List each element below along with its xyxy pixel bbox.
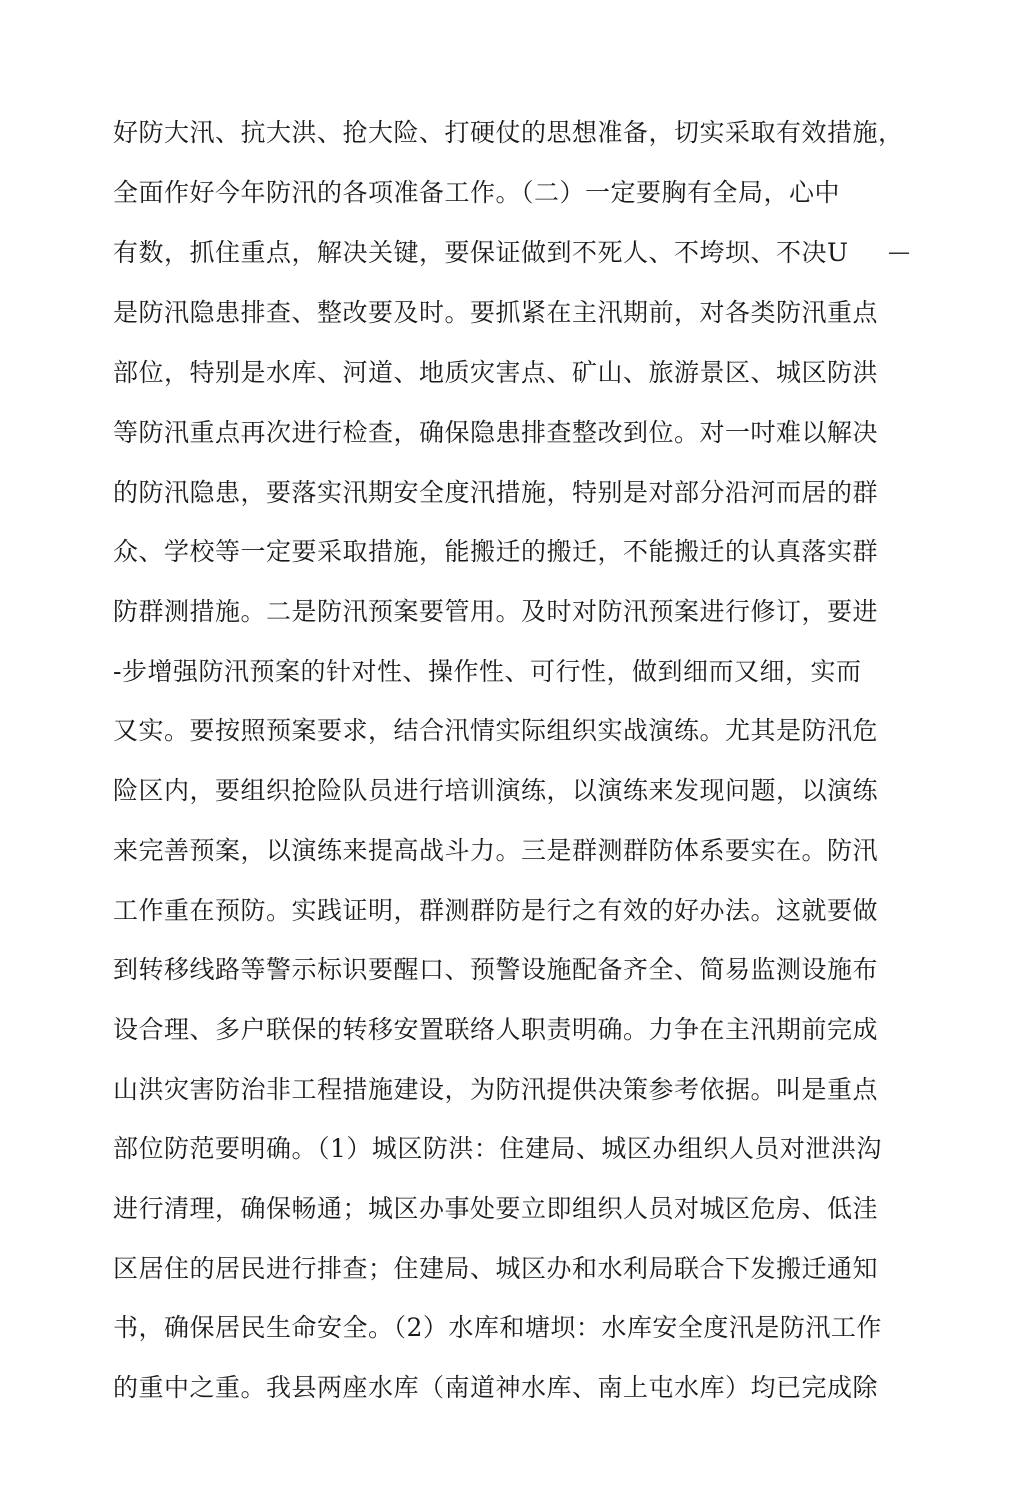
text-line: 到转移线路等警示标识要醒口、预警设施配备齐全、简易监测设施布 (113, 955, 879, 984)
text-line: 的重中之重。我县两座水库（南道神水库、南上屯水库）均已完成除 (113, 1373, 879, 1402)
text-line: 险区内，要组织抢险队员进行培训演练，以演练来发现问题，以演练 (113, 776, 879, 805)
text-line: 书，确保居民生命安全。（2）水库和塘坝：水库安全度汛是防汛工作 (113, 1313, 882, 1342)
text-line: 工作重在预防。实践证明，群测群防是行之有效的好办法。这就要做 (113, 896, 879, 925)
text-line: 防群测措施。二是防汛预案要管用。及时对防汛预案进行修订，要进 (113, 597, 879, 626)
text-line: 设合理、多户联保的转移安置联络人职责明确。力争在主汛期前完成 (113, 1015, 879, 1044)
text-line: 有数，抓住重点，解决关键，要保证做到不死人、不垮坝、不决U (113, 238, 849, 267)
text-line: 是防汛隐患排查、整改要及时。要抓紧在主汛期前，对各类防汛重点 (113, 298, 879, 327)
text-line: 全面作好今年防汛的各项准备工作。（二）一定要胸有全局，心中 (113, 178, 841, 207)
text-line: 山洪灾害防治非工程措施建设，为防汛提供决策参考依据。叫是重点 (113, 1075, 879, 1104)
text-line: 来完善预案，以演练来提高战斗力。三是群测群防体系要实在。防汛 (113, 836, 879, 865)
margin-mark: — (888, 240, 910, 265)
text-line: 众、学校等一定要采取措施，能搬迁的搬迁，不能搬迁的认真落实群 (113, 537, 879, 566)
text-line: 进行清理，确保畅通；城区办事处要立即组织人员对城区危房、低洼 (113, 1194, 879, 1223)
text-line: 部位防范要明确。（1）城区防洪：住建局、城区办组织人员对泄洪沟 (113, 1134, 882, 1163)
text-line: 等防汛重点再次进行检查，确保隐患排查整改到位。对一吋难以解决 (113, 418, 879, 447)
text-line: 部位，特别是水库、河道、地质灾害点、矿山、旅游景区、城区防洪 (113, 358, 879, 387)
text-line: 好防大汛、抗大洪、抢大险、打硬仗的思想准备，切实采取有效措施， (113, 118, 904, 147)
text-line: -步增强防汛预案的针对性、操作性、可行性，做到细而又细，实而 (113, 657, 862, 686)
text-line: 又实。要按照预案要求，结合汛情实际组织实战演练。尤其是防汛危 (113, 716, 879, 745)
text-line: 区居住的居民进行排查；住建局、城区办和水利局联合下发搬迁通知 (113, 1254, 879, 1283)
text-line: 的防汛隐患，要落实汛期安全度汛措施，特别是对部分沿河而居的群 (113, 478, 879, 507)
